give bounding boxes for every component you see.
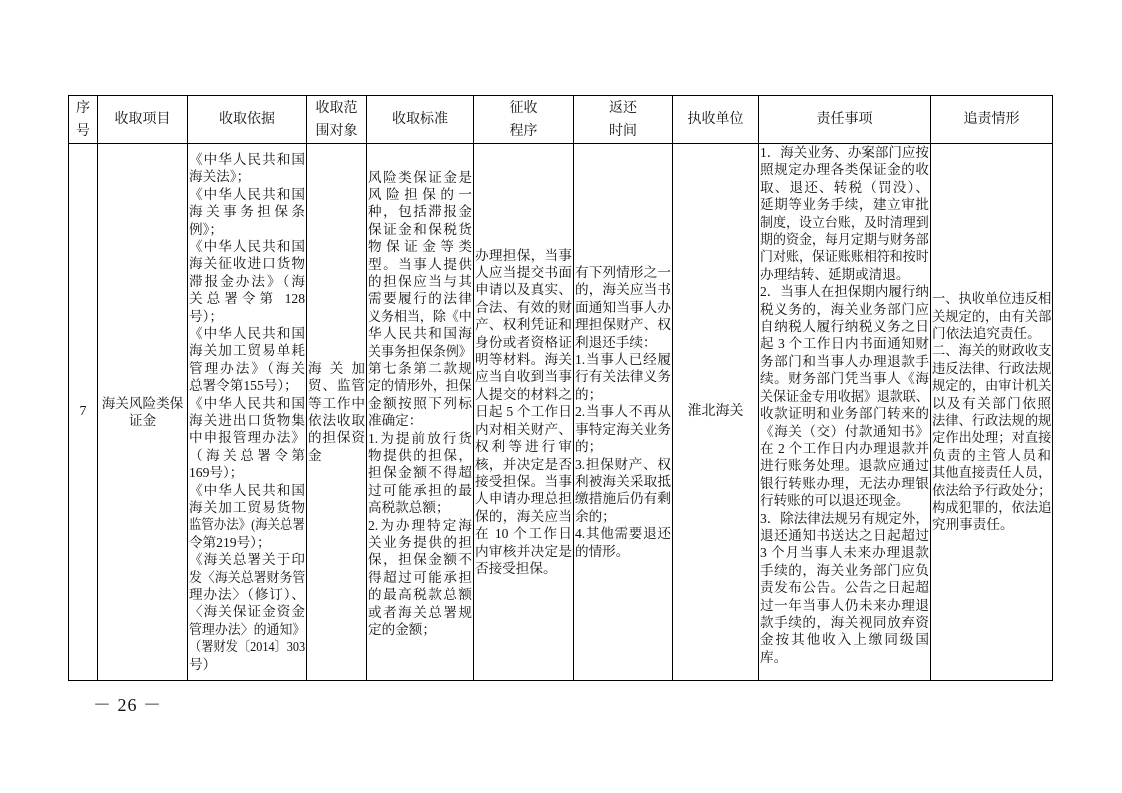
text-line: 海关加工贸易货物 <box>189 500 305 516</box>
text-line: 定作出处理；对直接 <box>932 430 1052 446</box>
text-line: 办理担保，当事 <box>475 247 572 263</box>
text-line: 利退还手续： <box>575 334 657 350</box>
text-line: 在 10 个工作日 <box>475 526 572 542</box>
text-line: 监管办法》(海关总署 <box>189 517 305 533</box>
text-line: 利被海关采取抵 <box>575 473 671 489</box>
text-line: 的； <box>575 439 603 455</box>
text-line: 人应当提交书面 <box>475 265 572 281</box>
text-line: 号）； <box>189 308 223 324</box>
text-line: 申请以及真实、 <box>475 282 572 298</box>
text-line: 发〈海关总署财务管 <box>189 569 306 585</box>
text-line: 一、执收单位违反相 <box>932 291 1052 307</box>
text-line: 证金 <box>128 413 157 428</box>
text-line: 违反法律、行政法规 <box>932 360 1052 376</box>
text-line: 法律、行政法规的规 <box>932 413 1052 428</box>
text-line: 追责情形 <box>963 112 1020 127</box>
text-line: 以及有关部门依照 <box>932 395 1051 411</box>
text-line: 金 <box>308 447 322 463</box>
text-line: 收取范 <box>315 100 358 116</box>
text-line: 负责的主管人员和 <box>932 447 1051 463</box>
cell-refund-time <box>574 144 673 681</box>
text-line: 定的情形外，担保 <box>368 378 472 394</box>
text-line: 门对账，保证账账相符和按时 <box>760 249 929 265</box>
text-line: 义务相当，除《中 <box>368 308 472 324</box>
text-line: 银行转账办理，无法办理银 <box>760 475 929 491</box>
text-line: 库。 <box>760 649 788 665</box>
text-line: 《中华人民共和国 <box>189 395 305 411</box>
text-line: 事特定海关业务 <box>575 421 671 437</box>
text-line: 《中华人民共和国 <box>189 238 305 254</box>
text-line: 关业务提供的担 <box>368 535 472 551</box>
collecting-unit: 淮北海关 <box>687 404 744 420</box>
header-procedure <box>474 96 574 144</box>
cell-seq <box>69 144 98 681</box>
header-seq <box>69 96 98 144</box>
text-line: 的情形。 <box>575 543 630 559</box>
text-line: 3.担保财产、权 <box>575 456 671 472</box>
text-line: 收取标准 <box>392 112 448 127</box>
text-line: 风险类保证金是 <box>368 169 472 185</box>
text-line: 号 <box>76 123 90 139</box>
text-line: 《海关（交）付款通知书》 <box>760 423 929 439</box>
header-accountability <box>931 96 1053 144</box>
text-line: 关事务担保条例》 <box>368 343 472 359</box>
text-line: 1．海关业务、办案部门应按 <box>760 145 929 160</box>
text-line: 例》； <box>189 221 223 237</box>
text-line: 保的，海关应当 <box>475 508 572 524</box>
text-line: 内审核并决定是 <box>475 543 572 559</box>
text-line: 《中华人民共和国 <box>189 151 305 167</box>
text-line: 的担保资 <box>308 430 365 446</box>
text-line: 其他直接责任人员， <box>932 465 1052 481</box>
text-line: 期的资金，每月定期与财务部 <box>760 232 929 248</box>
text-line: 担保金额不得超 <box>368 465 472 481</box>
text-line: 务部门和当事人办理退款手 <box>760 353 929 369</box>
text-line: 围对象 <box>315 123 358 139</box>
text-line: 有下列情形之一 <box>575 265 671 281</box>
text-line: 返还 <box>609 100 637 116</box>
text-line: 海关加工贸易单耗 <box>189 343 305 359</box>
header-unit <box>673 96 759 144</box>
text-line: 令第219号）； <box>189 534 271 550</box>
text-line: 保证金和保税货 <box>368 221 472 237</box>
text-line: 海关加 <box>308 360 365 376</box>
text-line: 行有关法律义务 <box>575 369 671 385</box>
text-line: 海关风险类保 <box>101 395 184 411</box>
text-line: 的担保应当与其 <box>368 273 472 289</box>
text-line: 收款证明和业务部门转来的 <box>760 406 929 422</box>
text-line: 管理办法〉的通知》 <box>189 621 306 637</box>
text-line: 《海关总署关于印 <box>189 552 305 568</box>
header-scope <box>307 96 367 144</box>
text-line: 定的金额； <box>368 622 436 638</box>
header-item <box>98 96 188 144</box>
text-line: 缴措施后仍有剩 <box>575 491 671 507</box>
cell-procedure <box>474 144 574 681</box>
text-line: 2.为办理特定海 <box>368 517 472 533</box>
text-line: 3 个月当事人未来办理退款 <box>760 545 929 561</box>
text-line: 169号）； <box>189 465 244 481</box>
page-number: － 26 － <box>93 695 162 715</box>
text-line: 高税款总额； <box>368 500 450 516</box>
cell-unit <box>673 144 759 681</box>
text-line: 管理办法》（海关 <box>189 360 305 376</box>
text-line: 保，担保金额不 <box>368 552 472 568</box>
text-line: 序 <box>76 100 90 116</box>
text-line: 金按其他收入上缴同级国 <box>760 632 929 648</box>
text-line: 中申报管理办法》 <box>189 430 305 446</box>
text-line: 过可能承担的最 <box>368 482 472 498</box>
text-line: 执收单位 <box>687 112 744 127</box>
text-line: 收取项目 <box>114 112 171 127</box>
text-line: 海关事务担保条 <box>189 204 305 220</box>
text-line: 物保证金等类 <box>368 239 472 255</box>
text-line: 身份或者资格证 <box>475 334 572 350</box>
text-line: 的最高税款总额 <box>368 587 472 603</box>
text-line: 4.其他需要退还 <box>575 526 671 542</box>
text-line: 规定的，由审计机关 <box>932 378 1052 394</box>
text-line: 行转账的可以退还现金。 <box>760 493 910 509</box>
text-line: 进行账务处理。退款应通过 <box>760 458 929 474</box>
text-line: 余的； <box>575 508 616 524</box>
text-line: 1.为提前放行货 <box>368 430 472 446</box>
text-line: 制度，设立台账，及时清理到 <box>760 214 929 230</box>
text-line: 理办法〉（修订）、 <box>189 587 305 603</box>
text-line: 依法收取 <box>308 413 365 428</box>
header-duty <box>759 96 931 144</box>
text-line: 自纳税人履行纳税义务之日 <box>760 319 929 335</box>
text-line: 《中华人民共和国 <box>189 482 305 498</box>
text-line: 《中华人民共和国 <box>189 325 305 341</box>
text-line: 权利等进行审 <box>475 439 572 455</box>
text-line: 明等材料。海关 <box>475 352 572 368</box>
text-line: 核，并决定是否 <box>475 456 572 472</box>
cell-scope <box>307 144 367 681</box>
text-line: 续。财务部门凭当事人《海 <box>760 371 929 387</box>
text-line: 合法、有效的财 <box>475 299 572 315</box>
text-line: 二、海关的财政收支 <box>932 343 1052 359</box>
text-line: 得超过可能承担 <box>368 569 472 585</box>
text-line: 〈海关保证金资金 <box>189 604 305 620</box>
text-line: 退还通知书送达之日起超过 <box>760 527 929 543</box>
text-line: 海关征收进口货物 <box>189 256 305 272</box>
text-line: 税义务的，海关业务部门应 <box>760 301 929 317</box>
text-line: （署财发〔2014〕303 <box>189 639 306 655</box>
text-line: 或者海关总署规 <box>368 604 472 620</box>
text-line: 取、退还、转税（罚没）、 <box>760 179 929 195</box>
text-line: 办理结转、延期或清退。 <box>760 266 910 282</box>
text-line: 人提交的材料之 <box>475 386 572 402</box>
text-line: 滞报金办法》（海 <box>189 273 305 289</box>
header-refund-time <box>574 96 673 144</box>
text-line: 过一年当事人仍未来办理退 <box>760 597 929 613</box>
text-line: 程序 <box>509 123 538 139</box>
text-line: 在 2 个工作日内办理退款并 <box>760 440 929 456</box>
text-line: 物提供的担保， <box>368 448 472 464</box>
text-line: 延期等业务手续，建立审批 <box>760 197 929 213</box>
text-line: 面通知当事人办 <box>575 299 671 315</box>
text-line: 责任事项 <box>816 112 873 127</box>
header-basis <box>188 96 307 144</box>
text-line: 征收 <box>509 100 538 116</box>
text-line: 依法给予行政处分； <box>932 482 1052 498</box>
header-standard <box>367 96 474 144</box>
text-line: 的； <box>575 386 603 402</box>
text-line: 总署令第155号）； <box>189 378 298 394</box>
text-line: 3．除法律法规另有规定外， <box>760 510 929 526</box>
header-row <box>69 96 1053 144</box>
text-line: 否接受担保。 <box>475 560 557 576</box>
cell-duty <box>759 144 931 681</box>
text-line: 等工作中 <box>308 395 365 411</box>
text-line: 关规定的，由有关部 <box>932 308 1052 324</box>
text-line: 人申请办理总担 <box>475 491 572 507</box>
cell-item <box>98 144 188 681</box>
text-line: 款手续的，海关视同放弃资 <box>760 614 929 630</box>
fee-table <box>68 95 1053 681</box>
text-line: 日起 5 个工作日 <box>475 404 572 420</box>
text-line: 起 3 个工作日内书面通知财 <box>760 336 929 352</box>
text-line: 《中华人民共和国 <box>189 186 305 202</box>
text-line: 准确定： <box>368 413 423 429</box>
cell-standard <box>367 144 474 681</box>
text-line: 金额按照下列标 <box>368 395 472 411</box>
seq-number: 7 <box>79 404 87 420</box>
text-line: 型。当事人提供 <box>368 256 472 272</box>
cell-accountability <box>931 144 1053 681</box>
text-line: 应当自收到当事 <box>475 369 572 385</box>
text-line: 号） <box>189 656 217 672</box>
text-line: 时间 <box>609 123 637 139</box>
text-line: 贸、监管 <box>308 378 365 394</box>
text-line: 照规定办理各类保证金的收 <box>760 162 929 178</box>
text-line: 门依法追究责任。 <box>932 325 1041 341</box>
text-line: 内对相关财产、 <box>475 421 572 437</box>
text-line: 1.当事人已经履 <box>575 352 671 368</box>
text-line: 构成犯罪的，依法追 <box>932 500 1052 516</box>
text-line: 风险担保的一 <box>368 186 472 202</box>
text-line: 究刑事责任。 <box>932 517 1014 533</box>
text-line: 手续的，海关业务部门应负 <box>760 562 929 578</box>
text-line: 海关进出口货物集 <box>189 413 305 428</box>
table-row <box>69 144 1053 681</box>
text-line: 2．当事人在担保期内履行纳 <box>760 284 929 300</box>
text-line: 种，包括滞报金 <box>368 204 472 220</box>
text-line: 关总署令第 128 <box>189 291 305 307</box>
text-line: 需要履行的法律 <box>368 291 472 307</box>
text-line: 的，海关应当书 <box>575 282 671 298</box>
text-line: 收取依据 <box>219 112 275 127</box>
text-line: （海关总署令第 <box>189 447 305 463</box>
text-line: 理担保财产、权 <box>575 317 671 333</box>
cell-basis <box>188 144 307 681</box>
text-line: 华人民共和国海 <box>368 326 472 342</box>
text-line: 海关法》； <box>189 169 251 185</box>
text-line: 产、权利凭证和 <box>475 317 572 333</box>
text-line: 接受担保。当事 <box>475 473 572 489</box>
text-line: 责发布公告。公告之日起超 <box>760 580 929 596</box>
text-line: 关保证金专用收据》退款联、 <box>760 388 929 404</box>
text-line: 2.当事人不再从 <box>575 404 671 420</box>
text-line: 第七条第二款规 <box>368 360 472 376</box>
